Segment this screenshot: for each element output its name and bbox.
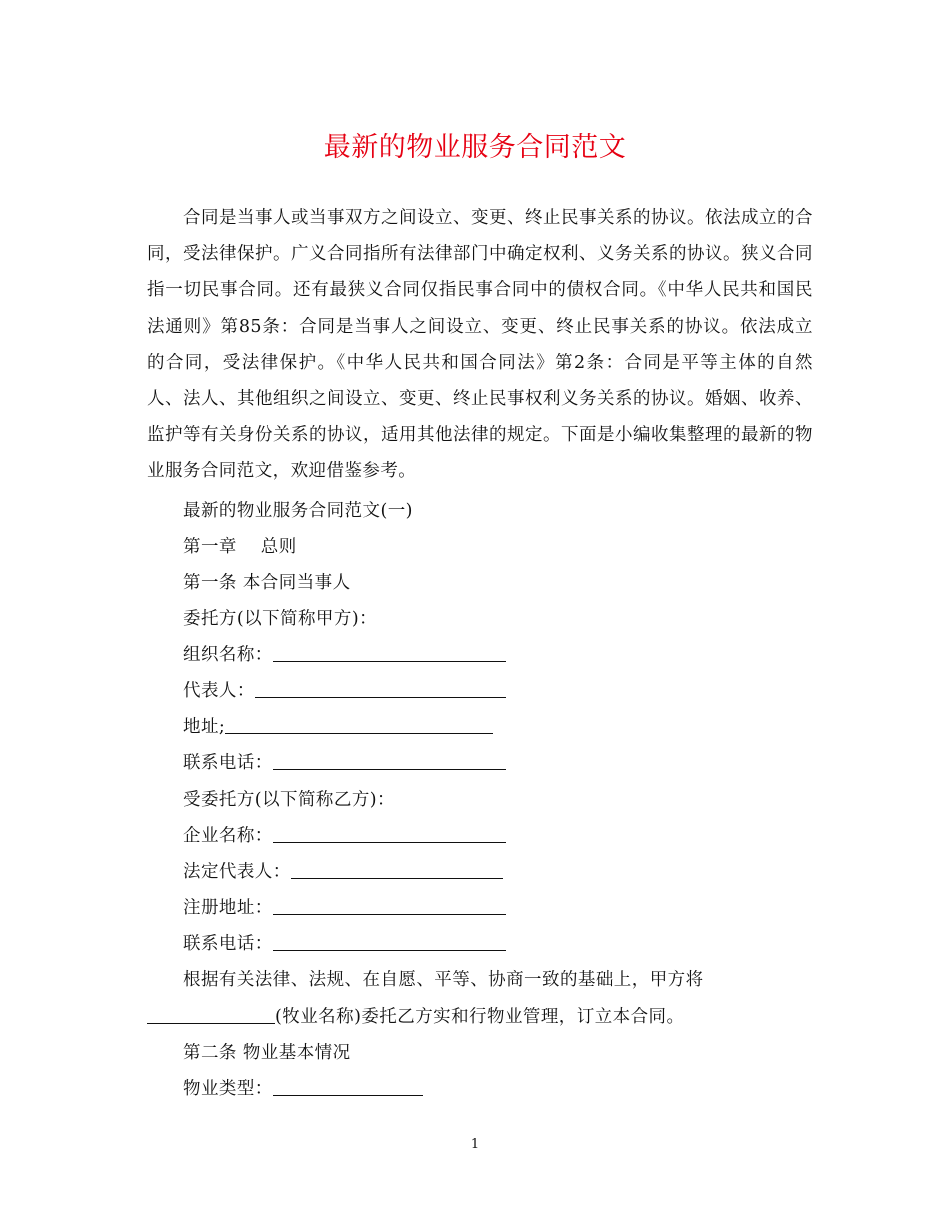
intro-paragraph: 合同是当事人或当事双方之间设立、变更、终止民事关系的协议。依法成立的合同，受法律保护。广义合同指所有法律部门中确定权利、义务关系的协议。狭义合同指一切民事合同。还有最狭义合同仅指民事合同中的债权合同。《中华人民共和国民法通则》第85条：合同是当事人之间设立、变更、终止民事关系的协议。依法成立的合同，受法律保护。《中华人民共和国合同法》第2条：合同是平等主体的自然人、法人、其他组织之间设立、变更、终止民事权利义务关系的协议。婚姻、收养、监护等有关身份关系的协议，适用其他法律的规定。下面是小编收集整理的最新的物业服务合同范文，欢迎借鉴参考。 — [147, 208, 813, 482]
party-b-phone-label: 联系电话： — [183, 934, 273, 954]
party-a-phone-line — [183, 749, 506, 777]
representative-line — [183, 677, 506, 705]
org-name-label: 组织名称： — [183, 645, 273, 665]
org-name-line — [183, 641, 506, 669]
company-name-label: 企业名称： — [183, 826, 273, 846]
party-a-phone-label: 联系电话： — [183, 753, 273, 773]
party-b-phone-blank — [273, 932, 506, 951]
legal-rep-blank — [291, 860, 503, 879]
property-name-blank — [147, 1005, 275, 1024]
reg-address-label: 注册地址： — [183, 898, 273, 918]
legal-rep-line — [183, 858, 503, 886]
company-name-line — [183, 822, 506, 850]
basis-line-2-text: (牧业名称)委托乙方实和行物业管理，订立本合同。 — [275, 1007, 685, 1027]
representative-label: 代表人： — [183, 681, 255, 701]
sample-heading: 最新的物业服务合同范文(一) — [183, 501, 413, 521]
property-type-line — [183, 1075, 423, 1103]
property-type-blank — [273, 1077, 423, 1096]
party-a-phone-blank — [273, 751, 506, 770]
reg-address-blank — [273, 896, 506, 915]
article-1-heading: 第一条 本合同当事人 — [183, 573, 351, 593]
party-b-phone-line — [183, 930, 506, 958]
basis-line-2 — [147, 1003, 684, 1031]
address-blank — [225, 715, 493, 734]
address-line — [183, 713, 493, 741]
party-a-heading: 委托方(以下简称甲方)： — [183, 609, 378, 629]
org-name-blank — [273, 643, 506, 662]
address-label: 地址; — [183, 717, 226, 737]
company-name-blank — [273, 824, 506, 843]
party-b-heading: 受委托方(以下简称乙方)： — [183, 790, 396, 810]
representative-blank — [255, 679, 506, 698]
document-title: 最新的物业服务合同范文 — [323, 132, 627, 163]
chapter-heading: 第一章 总则 — [183, 537, 297, 557]
basis-line-1: 根据有关法律、法规、在自愿、平等、协商一致的基础上，甲方将 — [183, 970, 704, 990]
page-number: 1 — [470, 1137, 480, 1152]
property-type-label: 物业类型： — [183, 1079, 273, 1099]
reg-address-line — [183, 894, 506, 922]
article-2-heading: 第二条 物业基本情况 — [183, 1043, 351, 1063]
legal-rep-label: 法定代表人： — [183, 862, 291, 882]
